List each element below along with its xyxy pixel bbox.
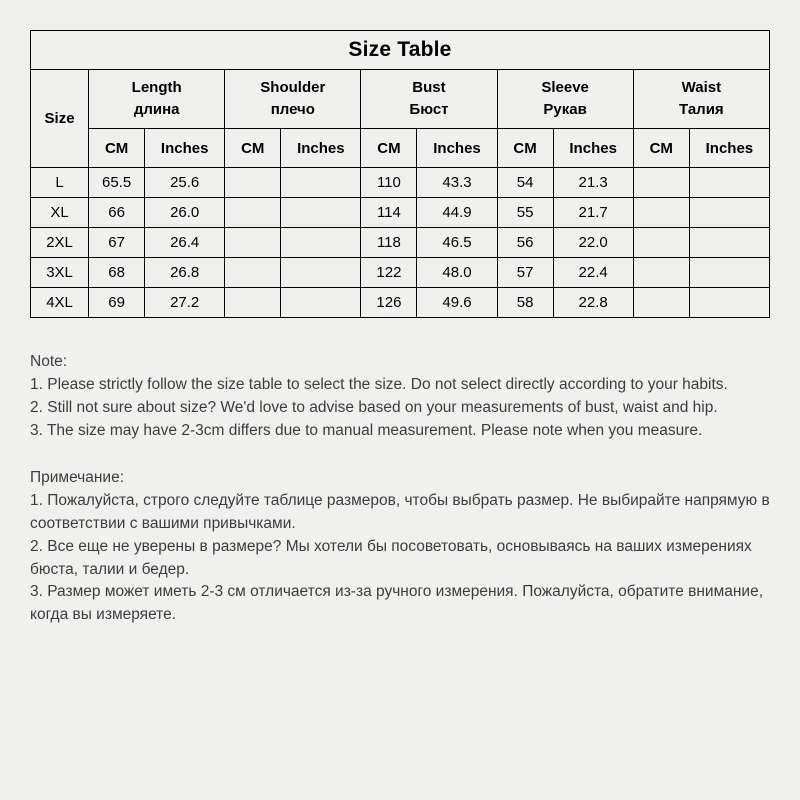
cell-sleeve-cm: 58 [497, 288, 553, 318]
table-row [31, 198, 770, 228]
cell-bust-cm: 114 [361, 198, 417, 228]
cell-waist-inches [689, 168, 769, 198]
table-row [31, 228, 770, 258]
cell-waist-inches [689, 198, 769, 228]
cell-sleeve-inches: 22.8 [553, 288, 633, 318]
cell-length-cm: 68 [89, 258, 145, 288]
sleeve-inches-header: Inches [553, 129, 633, 168]
table-row [31, 168, 770, 198]
cell-size: L [31, 168, 89, 198]
waist-inches-header: Inches [689, 129, 769, 168]
waist-label-ru: Талия [679, 101, 724, 118]
cell-bust-cm: 118 [361, 228, 417, 258]
size-column-header: Size [31, 70, 89, 168]
cell-bust-inches: 44.9 [417, 198, 497, 228]
cell-waist-cm [633, 228, 689, 258]
cell-waist-inches [689, 288, 769, 318]
notes-ru-line-1: 1. Пожалуйста, строго следуйте таблице размеров, чтобы выбрать размер. Не выбирайте напрямую в соответствии с вашими привычками. [30, 491, 770, 532]
shoulder-inches-header: Inches [281, 129, 361, 168]
cell-bust-cm: 126 [361, 288, 417, 318]
cell-waist-cm [633, 288, 689, 318]
notes-ru-line-2: 2. Все еще не уверены в размере? Мы хотели бы посоветовать, основываясь на ваших измерениях бюста, талии и бедер. [30, 537, 752, 578]
cell-waist-cm [633, 168, 689, 198]
cell-shoulder-inches [281, 288, 361, 318]
cell-length-cm: 67 [89, 228, 145, 258]
cell-shoulder-inches [281, 168, 361, 198]
shoulder-cm-header: CM [225, 129, 281, 168]
length-label-ru: длина [133, 101, 180, 118]
table-title: Size Table [31, 31, 770, 70]
table-unit-header-row [31, 129, 770, 168]
table-group-header-row [31, 70, 770, 129]
cell-bust-inches: 48.0 [417, 258, 497, 288]
cell-shoulder-cm [225, 288, 281, 318]
cell-sleeve-inches: 22.0 [553, 228, 633, 258]
notes-ru-heading: Примечание: [30, 468, 125, 486]
sleeve-cm-header: CM [497, 129, 553, 168]
cell-sleeve-cm: 57 [497, 258, 553, 288]
length-inches-header: Inches [145, 129, 225, 168]
cell-size: 3XL [31, 258, 89, 288]
cell-sleeve-cm: 56 [497, 228, 553, 258]
cell-length-inches: 26.8 [145, 258, 225, 288]
cell-sleeve-cm: 55 [497, 198, 553, 228]
notes-en-line-1: 1. Please strictly follow the size table to select the size. Do not select directly according to your habits. [30, 375, 728, 393]
waist-label-en: Waist [681, 79, 722, 97]
cell-waist-cm [633, 198, 689, 228]
length-group-header [89, 70, 225, 129]
table-title-row [31, 31, 770, 70]
cell-sleeve-cm: 54 [497, 168, 553, 198]
cell-shoulder-inches [281, 258, 361, 288]
cell-length-inches: 25.6 [145, 168, 225, 198]
shoulder-label-en: Shoulder [260, 79, 326, 97]
length-cm-header: CM [89, 129, 145, 168]
sleeve-group-header [497, 70, 633, 129]
bust-group-header [361, 70, 497, 129]
cell-bust-inches: 43.3 [417, 168, 497, 198]
cell-bust-inches: 49.6 [417, 288, 497, 318]
cell-length-cm: 65.5 [89, 168, 145, 198]
shoulder-label-ru: плечо [270, 101, 315, 118]
sleeve-label-ru: Рукав [543, 101, 587, 118]
cell-bust-cm: 110 [361, 168, 417, 198]
table-row [31, 258, 770, 288]
cell-length-inches: 27.2 [145, 288, 225, 318]
cell-size: XL [31, 198, 89, 228]
cell-size: 2XL [31, 228, 89, 258]
cell-length-inches: 26.0 [145, 198, 225, 228]
cell-size: 4XL [31, 288, 89, 318]
notes-en-heading: Note: [30, 353, 68, 370]
length-label-en: Length [131, 79, 182, 97]
bust-label-ru: Бюст [409, 101, 449, 118]
cell-shoulder-cm [225, 168, 281, 198]
notes-ru-line-3: 3. Размер может иметь 2-3 см отличается из-за ручного измерения. Пожалуйста, обратите внимание, когда вы измеряете. [30, 583, 764, 624]
waist-group-header [633, 70, 769, 129]
bust-cm-header: CM [361, 129, 417, 168]
waist-cm-header: CM [633, 129, 689, 168]
cell-shoulder-inches [281, 198, 361, 228]
sleeve-label-en: Sleeve [541, 79, 589, 97]
cell-length-inches: 26.4 [145, 228, 225, 258]
cell-waist-inches [689, 228, 769, 258]
table-row [31, 288, 770, 318]
cell-sleeve-inches: 21.7 [553, 198, 633, 228]
size-table [30, 30, 770, 318]
cell-bust-cm: 122 [361, 258, 417, 288]
cell-shoulder-cm [225, 198, 281, 228]
cell-shoulder-cm [225, 228, 281, 258]
cell-bust-inches: 46.5 [417, 228, 497, 258]
shoulder-group-header [225, 70, 361, 129]
cell-length-cm: 66 [89, 198, 145, 228]
notes-en-line-2: 2. Still not sure about size? We'd love to advise based on your measurements of bust, waist and hip. [30, 398, 718, 416]
cell-shoulder-cm [225, 258, 281, 288]
notes-en-line-3: 3. The size may have 2-3cm differs due to manual measurement. Please note when you measure. [30, 421, 703, 439]
bust-label-en: Bust [412, 79, 446, 97]
bust-inches-header: Inches [417, 129, 497, 168]
cell-sleeve-inches: 22.4 [553, 258, 633, 288]
cell-waist-cm [633, 258, 689, 288]
cell-sleeve-inches: 21.3 [553, 168, 633, 198]
cell-length-cm: 69 [89, 288, 145, 318]
notes-section [30, 351, 775, 627]
cell-shoulder-inches [281, 228, 361, 258]
cell-waist-inches [689, 258, 769, 288]
